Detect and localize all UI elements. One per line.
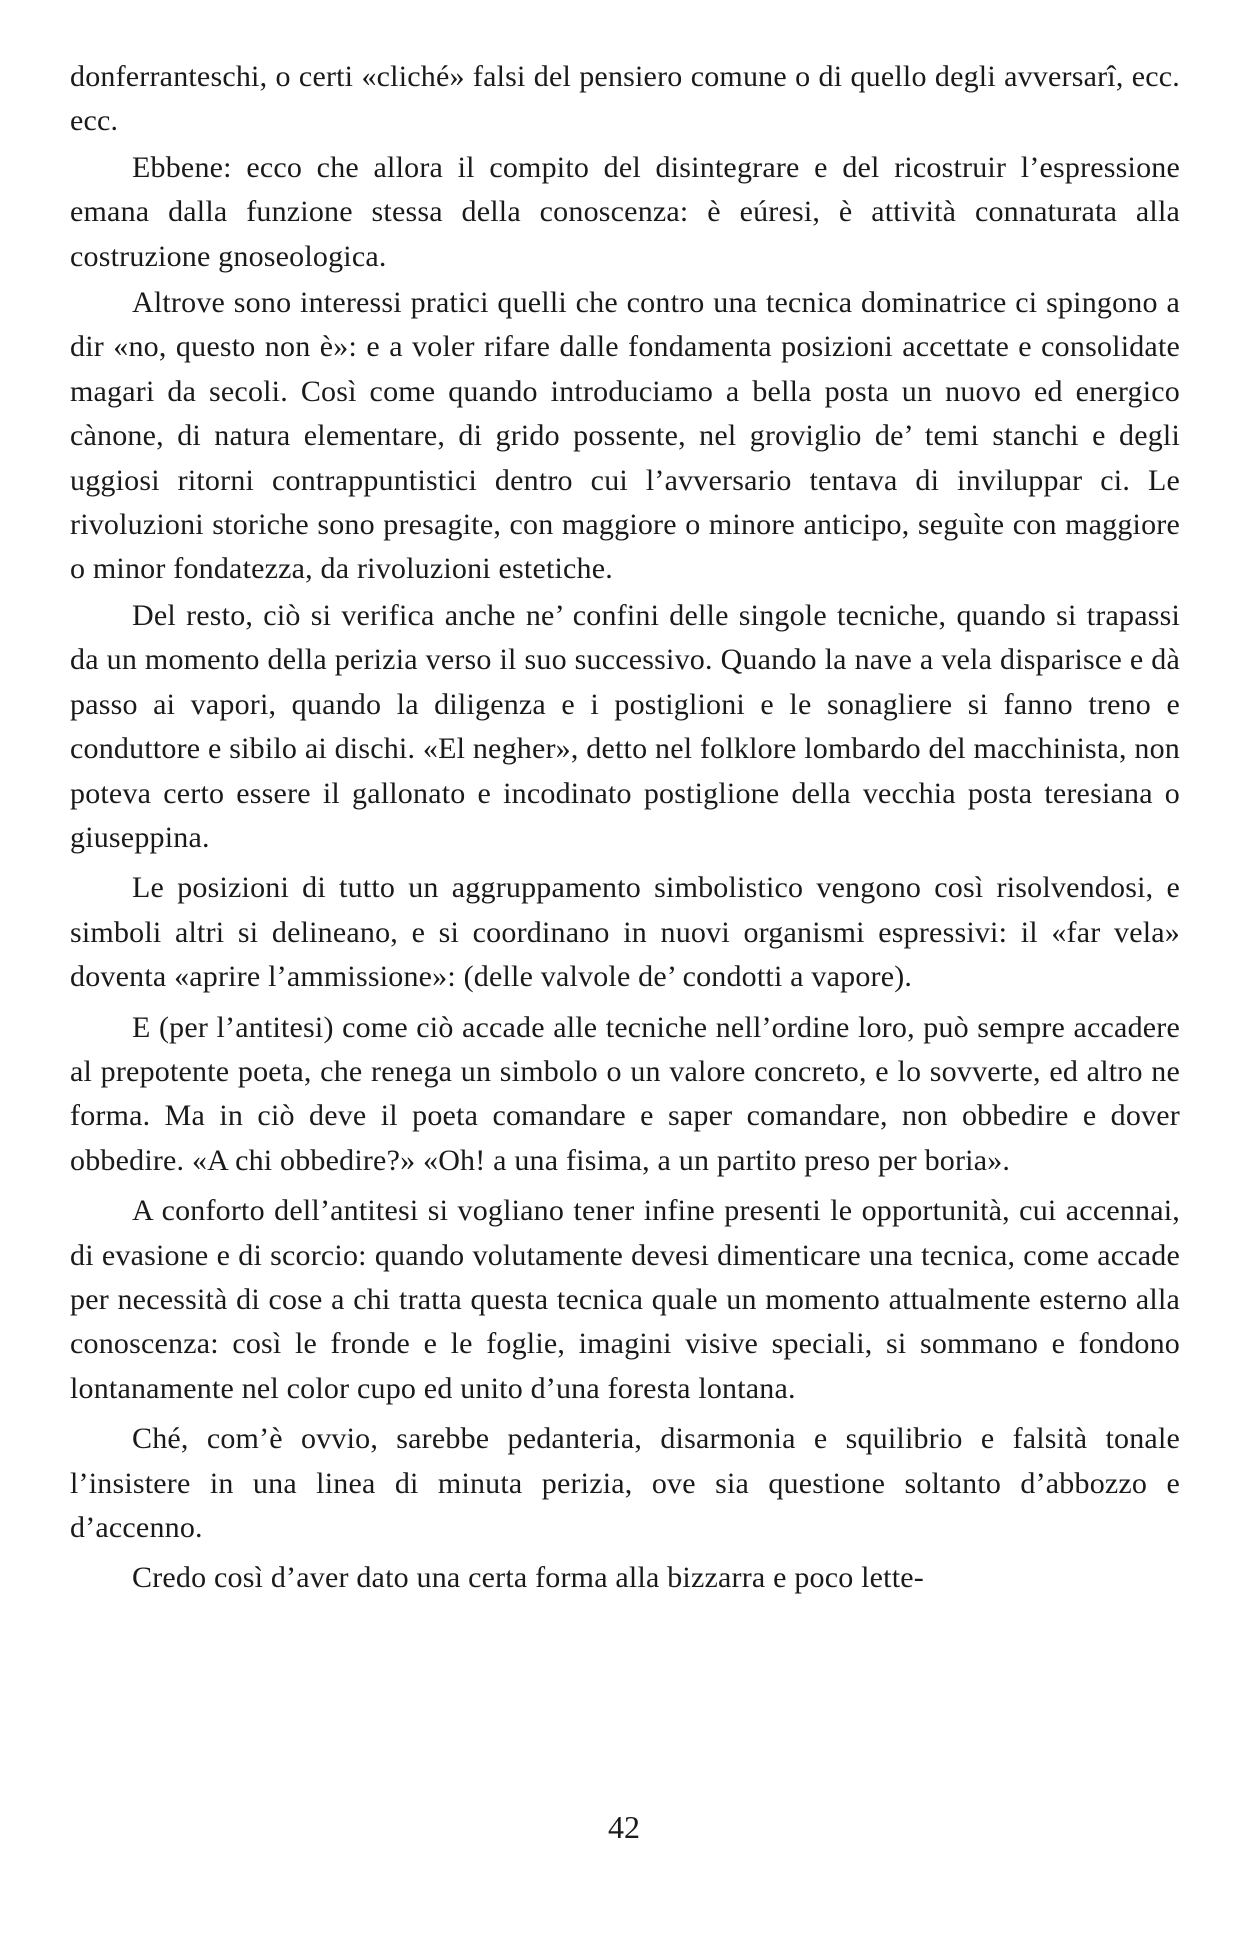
paragraph-del-resto: Del resto, ciò si verifica anche ne’ confini delle singole tecniche, quando si trapassi da un momento della perizia verso il suo successivo. Quando la nave a vela disparisce e dà passo ai vapori, quando la diligenza e i postiglioni e le sonagliere si fanno treno e conduttore e sibilo ai dischi. «El negher», detto nel folklore lombardo del macchinista, non poteva certo essere il gallonato e incodinato postiglione della vecchia posta teresiana o giuseppina. [70, 598, 1180, 854]
paragraph-le-posizioni: Le posizioni di tutto un aggruppamento simbolistico vengono così risolvendosi, e simboli altri si delineano, e si coordinano in nuovi organismi espressivi: il «far vela» doventa «aprire l’ammissione»: (delle valvole de’ condotti a vapore). [70, 871, 1180, 994]
paragraph-continuation: donferranteschi, o certi «cliché» falsi del pensiero comune o di quello degli avversarî, ecc. ecc. [70, 60, 1180, 138]
paragraph-a-conforto: A conforto dell’antitesi si vogliano tener infine presenti le opportunità, cui accennai, di evasione e di scorcio: quando volutamente devesi dimenticare una tecnica, come accade per necessità di cose a chi tratta questa tecnica quale un momento attualmente esterno alla conoscenza: così le fronde e le foglie, imagini visive speciali, si sommano e fondono lontanamente nel color cupo ed unito d’una foresta lontana. [70, 1194, 1180, 1405]
page-number: 42 [608, 1809, 640, 1845]
paragraph-antitesi: E (per l’antitesi) come ciò accade alle tecniche nell’ordine loro, può sempre accadere al prepotente poeta, che renega un simbolo o un valore concreto, e lo sovverte, ed altro ne forma. Ma in ciò deve il poeta comandare e saper comandare, non obbedire e dover obbedire. «A chi obbedire?» «Oh! a una fisima, a un partito preso per boria». [70, 1010, 1180, 1177]
paragraph-che: Ché, com’è ovvio, sarebbe pedanteria, disarmonia e squilibrio e falsità tonale l’insistere in una linea di minuta perizia, ove sia questione soltanto d’abbozzo e d’accenno. [70, 1422, 1180, 1544]
paragraph-credo: Credo così d’aver dato una certa forma alla bizzarra e poco lette- [132, 1561, 924, 1595]
paragraph-ebbene: Ebbene: ecco che allora il compito del disintegrare e del ricostruir l’espressione emana dalla funzione stessa della conoscenza: è eúresi, è attività connaturata alla costruzione gnoseologica. [70, 150, 1180, 273]
paragraph-altrove: Altrove sono interessi pratici quelli che contro una tecnica dominatrice ci spingono a dir «no, questo non è»: e a voler rifare dalle fondamenta posizioni accettate e consolidate magari da secoli. Così come quando introduciamo a bella posta un nuovo ed energico cànone, di natura elementare, di grido possente, nel groviglio de’ temi stanchi e degli uggiosi ritorni contrappuntistici dentro cui l’avversario tentava di inviluppar ci. Le rivoluzioni storiche sono presagite, con maggiore o minore anticipo, seguìte con maggiore o minor fondatezza, da rivoluzioni estetiche. [70, 286, 1180, 586]
body-text [70, 55, 1180, 1601]
